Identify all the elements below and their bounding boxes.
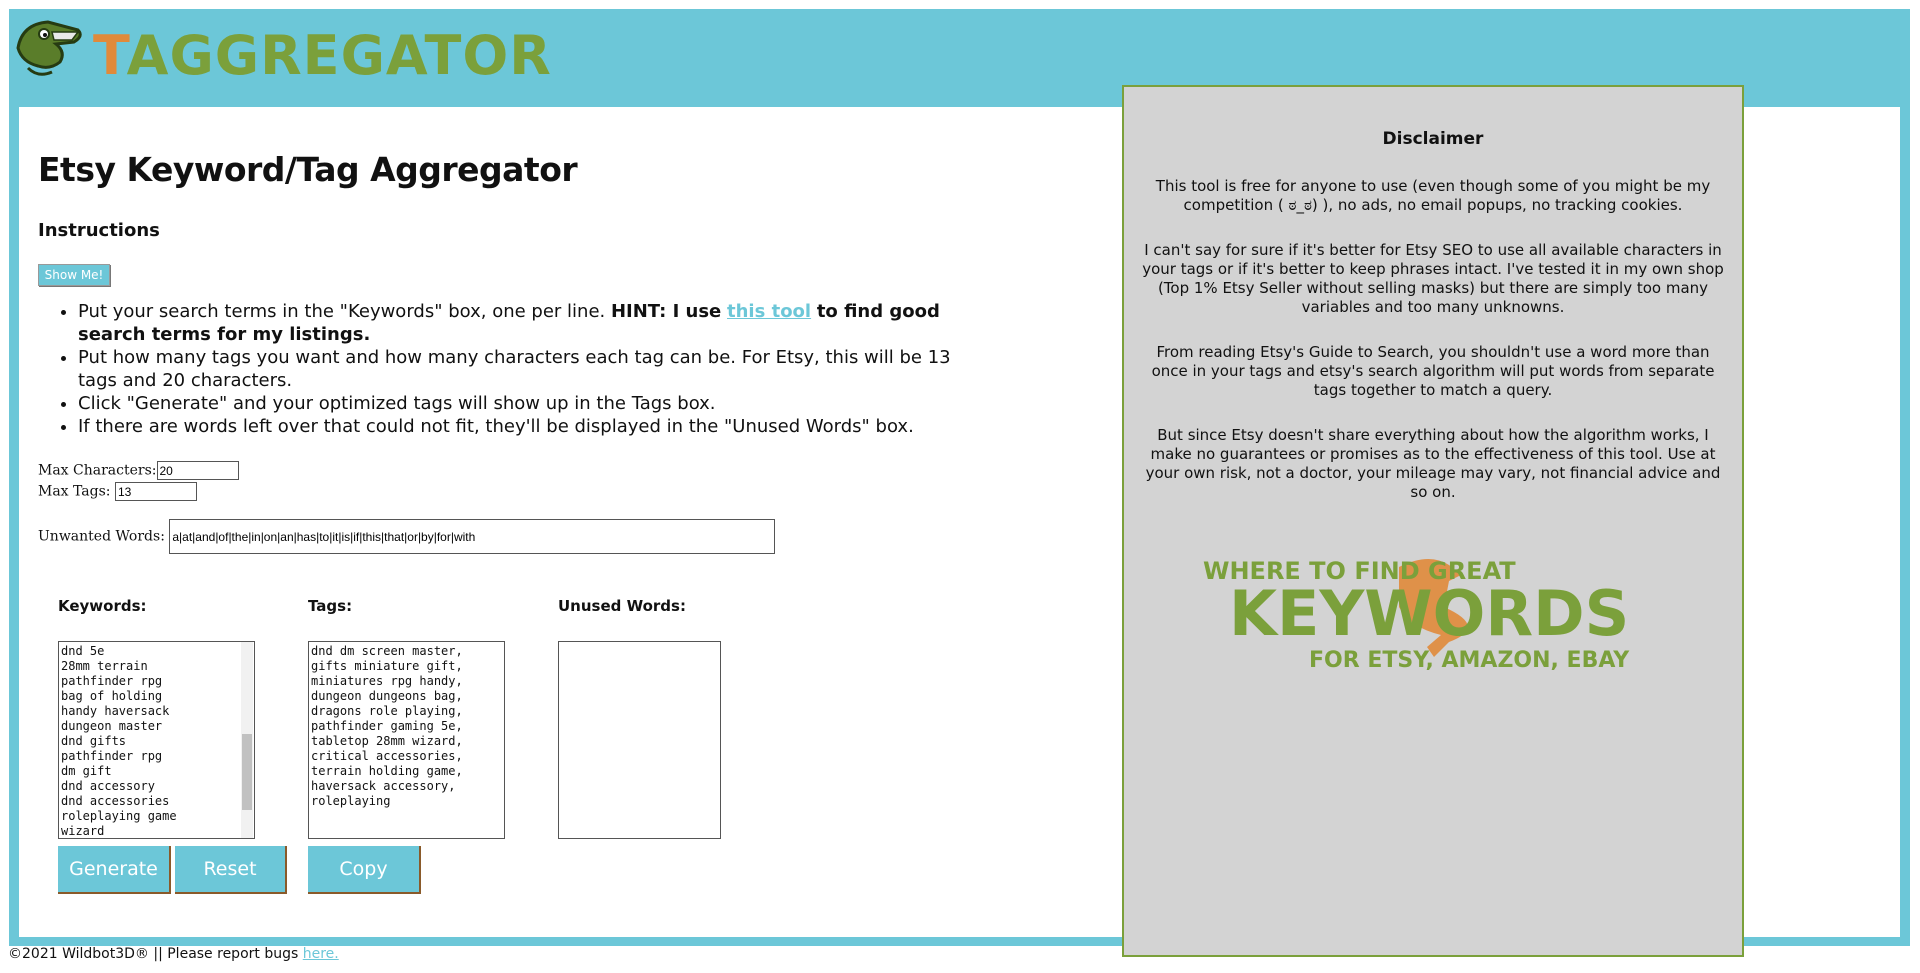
max-tags-input[interactable] xyxy=(115,482,197,501)
disclaimer-paragraph: This tool is free for anyone to use (even though some of you might be my competition ( ಠ_ಠ) ), no ads, no email popups, no tracking cookies. xyxy=(1155,177,1711,214)
keyword-tool-link[interactable]: this tool xyxy=(727,301,812,322)
copy-button[interactable]: Copy xyxy=(308,846,421,894)
page-title: Etsy Keyword/Tag Aggregator xyxy=(38,150,578,189)
gator-mascot-icon xyxy=(8,8,88,88)
max-characters-label: Max Characters: xyxy=(38,462,157,479)
tags-textarea[interactable] xyxy=(308,641,505,839)
list-item: • Put your search terms in the "Keywords" box, one per line. HINT: I use this tool to find good search terms for my listings. xyxy=(78,300,978,346)
unwanted-words-input[interactable] xyxy=(169,519,775,554)
list-item: • If there are words left over that could not fit, they'll be displayed in the "Unused Words" box. xyxy=(78,415,978,438)
generate-button[interactable]: Generate xyxy=(58,846,171,894)
unused-words-label: Unused Words: xyxy=(558,597,686,615)
unwanted-words-label: Unwanted Words: xyxy=(38,528,165,545)
footer-text: ©2021 Wildbot3D® || Please report bugs xyxy=(8,946,299,962)
max-tags-row xyxy=(38,482,197,501)
unwanted-words-row xyxy=(38,519,775,554)
show-me-button[interactable]: Show Me! xyxy=(38,264,110,286)
graphic-line-2: KEYWORDS xyxy=(1229,577,1630,650)
keywords-label: Keywords: xyxy=(58,597,147,615)
report-bugs-link[interactable]: here. xyxy=(302,946,339,962)
max-tags-label: Max Tags: xyxy=(38,483,111,500)
footer xyxy=(8,946,339,962)
disclaimer-heading: Disclaimer xyxy=(1382,129,1484,149)
graphic-line-3: FOR ETSY, AMAZON, EBAY xyxy=(1309,648,1630,673)
max-characters-row xyxy=(38,461,239,480)
keywords-graphic-banner[interactable] xyxy=(1199,547,1669,677)
unused-words-textarea[interactable] xyxy=(558,641,721,839)
disclaimer-paragraph: From reading Etsy's Guide to Search, you shouldn't use a word more than once in your tags and etsy's search algorithm will put words from separate tags together to match a query. xyxy=(1151,343,1715,399)
instructions-list xyxy=(38,300,978,438)
disclaimer-panel xyxy=(1122,85,1744,957)
tags-label: Tags: xyxy=(308,597,353,615)
reset-button[interactable]: Reset xyxy=(175,846,287,894)
keywords-textarea[interactable] xyxy=(58,641,255,839)
logo-wordmark: TAGGREGATOR xyxy=(93,24,552,87)
keywords-scrollbar[interactable] xyxy=(241,642,253,838)
list-item: • Click "Generate" and your optimized tags will show up in the Tags box. xyxy=(78,392,978,415)
instructions-heading: Instructions xyxy=(38,220,160,241)
graphic-line-1: WHERE TO FIND GREAT xyxy=(1203,557,1516,585)
list-item: • Put how many tags you want and how many characters each tag can be. For Etsy, this will be 13 tags and 20 characters. xyxy=(78,346,978,392)
site-logo[interactable] xyxy=(8,8,552,88)
scrollbar-thumb[interactable] xyxy=(242,734,252,810)
max-characters-input[interactable] xyxy=(157,461,239,480)
disclaimer-paragraph: I can't say for sure if it's better for Etsy SEO to use all available characters in your tags or if it's better to keep phrases intact. I've tested it in my own shop (Top 1% Etsy Seller without selling masks) but there are simply too many variables and too many unknowns. xyxy=(1142,241,1724,316)
disclaimer-paragraph: But since Etsy doesn't share everything about how the algorithm works, I make no guarantees or promises as to the effectiveness of this tool. Use at your own risk, not a doctor, your mileage may vary, not financial advice and so on. xyxy=(1145,426,1721,501)
